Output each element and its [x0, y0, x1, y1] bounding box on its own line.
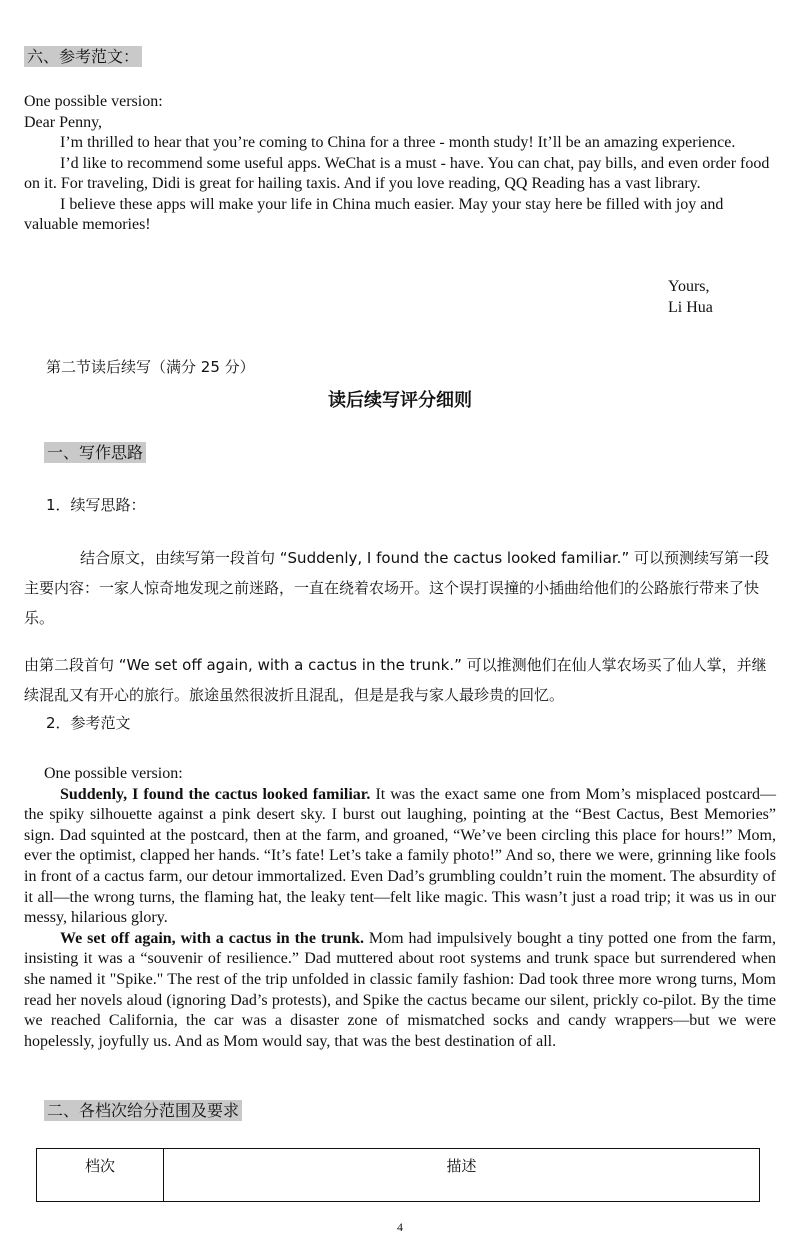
part-heading: [44, 440, 146, 463]
letter-signoff: [668, 276, 713, 318]
letter-closing: Yours,: [668, 278, 710, 295]
story-paragraph: [24, 929, 776, 1053]
sample-label: 2．参考范文: [46, 714, 131, 732]
letter-greeting: Dear Penny,: [24, 113, 103, 131]
letter-paragraph: I’d like to recommend some useful apps. WeChat is a must - have. You can chat, pay bills, and even order food on it. For traveling, Didi is great for hailing taxis. And if you love reading, QQ Reading has a vast library.: [24, 154, 770, 192]
letter-signature: Li Hua: [668, 299, 713, 316]
idea-label: 1．续写思路：: [46, 496, 146, 514]
table-header-row: [37, 1149, 760, 1202]
section-heading: [24, 44, 142, 67]
story-text: It was the exact same one from Mom’s misplaced postcard—the spiky silhouette against a pink desert sky. I burst out laughing, pointing at the “Best Cactus, Best Memories” sign. Dad squinted at the postcard, then at the farm, and groaned, “We’ve been circling this place for hours!” Mom, ever the optimist, clapped her hands. “It’s fate! Let’s take a family photo!” And so, there we were, grinning like fools in front of a cactus farm, our detour immortalized. Even Dad’s grumbling couldn’t ruin the moment. The absurdity of it all—the wrong turns, the flaming hat, the leaky tent—felt like magic. This wasn’t just a road trip; it was us in our messy, hilarious glory.: [24, 785, 776, 927]
idea-paragraph: 由第二段首句 “We set off again, with a cactus in the trunk.” 可以推测他们在仙人掌农场买了仙人掌，并继续混乱又有开心的旅行。旅途虽然很波折且混乱，但是是我与家人最珍贵的回忆。: [24, 656, 767, 704]
sample-letter: [24, 92, 776, 236]
part-heading-text: 一、写作思路: [44, 442, 146, 463]
sample-story: [24, 764, 776, 1052]
table-header-cell: 档次: [37, 1149, 164, 1202]
grade-table: [36, 1148, 760, 1202]
version-label: One possible version:: [44, 765, 183, 782]
table-header-cell: 描述: [164, 1149, 760, 1202]
version-label: One possible version:: [24, 93, 163, 110]
section-title: 第二节读后续写（满分 25 分）: [46, 358, 255, 376]
section-heading-text: 六、参考范文：: [24, 46, 142, 67]
story-text: Mom had impulsively bought a tiny potted one from the farm, insisting it was a “souvenir of resilience.” Dad muttered about root systems and trunk space but surrendered when she named it "Spike." The rest of the trip unfolded in classic family fashion: Dad took three more wrong turns, Mom read her novels aloud (ignoring Dad’s protests), and Spike the cactus became our silent, prickly co-pilot. By the time we reached California, the car was a disaster zone of mismatched socks and candy wrappers—but we were hopelessly, joyfully us. And as Mom would say, that was the best destination of all.: [24, 929, 776, 1050]
letter-paragraph: I believe these apps will make your life in China much easier. May your stay here be filled with joy and valuable memories!: [24, 195, 724, 233]
part-heading: [44, 1098, 242, 1121]
story-lead-sentence: We set off again, with a cactus in the trunk.: [60, 929, 364, 947]
page-number: 4: [397, 1220, 403, 1234]
story-paragraph: [24, 785, 776, 929]
part-heading-text: 二、各档次给分范围及要求: [44, 1100, 242, 1121]
story-lead-sentence: Suddenly, I found the cactus looked familiar.: [60, 785, 371, 803]
idea-paragraph: 结合原文，由续写第一段首句 “Suddenly, I found the cactus looked familiar.” 可以预测续写第一段主要内容：一家人惊奇地发现之前迷路，一直在绕着农场开。这个误打误撞的小插曲给他们的公路旅行带来了快乐。: [24, 549, 769, 627]
letter-paragraph: I’m thrilled to hear that you’re coming to China for a three - month study! It’ll be an amazing experience.: [60, 134, 736, 151]
rubric-title: 读后续写评分细则: [328, 390, 472, 411]
